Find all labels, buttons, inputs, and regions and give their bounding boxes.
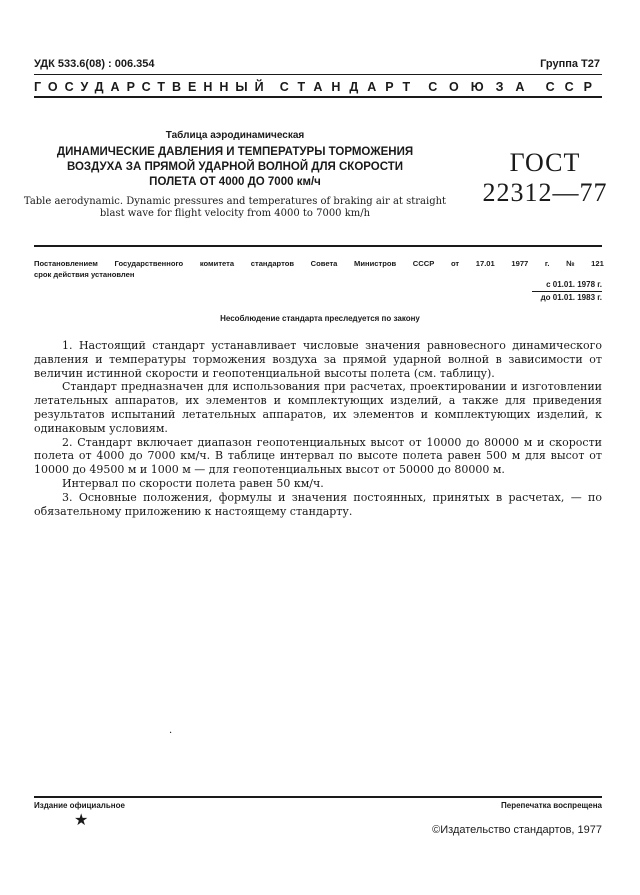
decree-word: комитета — [199, 259, 235, 268]
decree-word: № — [566, 259, 575, 268]
title-line: ВОЗДУХА ЗА ПРЯМОЙ УДАРНОЙ ВОЛНОЙ ДЛЯ СКОРОСТИ — [66, 161, 404, 173]
date-rule — [532, 291, 602, 292]
banner-word: СТАНДАРТ — [279, 80, 420, 94]
decree-word: СССР — [412, 259, 435, 268]
decree-block — [34, 258, 604, 280]
decree-word: стандартов — [250, 259, 295, 268]
title-line: ПОЛЕТА ОТ 4000 ДО 7000 км/ч — [149, 176, 321, 188]
decree-word: 17.01 — [475, 259, 495, 268]
banner-word: СОЮЗА — [428, 80, 537, 94]
header-rule-bottom — [34, 96, 602, 98]
body-text — [34, 339, 602, 518]
banner-word: ГОСУДАРСТВЕННЫЙ — [34, 80, 271, 94]
decree-word: Совета — [310, 259, 338, 268]
legal-notice: Несоблюдение стандарта преследуется по закону — [220, 314, 420, 323]
footer-rule — [34, 796, 602, 798]
body-paragraph: 1. Настоящий стандарт устанавливает числовые значения равновесного динамического давления и температуры торможения воздуха за прямой ударной волной в зависимости от величин истинной скорости и геопотенциальной высоты полета (см. таблицу). — [34, 339, 602, 380]
state-standard-banner — [34, 80, 602, 94]
title-line: ДИНАМИЧЕСКИЕ ДАВЛЕНИЯ И ТЕМПЕРАТУРЫ ТОРМОЖЕНИЯ — [56, 146, 414, 158]
decree-word: Государственного — [114, 259, 184, 268]
decree-word: 121 — [591, 259, 604, 268]
body-paragraph: 3. Основные положения, формулы и значения постоянных, принятых в расчетах, — по обязательному приложению к настоящему стандарту. — [34, 490, 602, 518]
title-rule — [34, 245, 602, 247]
decree-word: г. — [544, 259, 550, 268]
title-english — [0, 196, 470, 220]
validity-dates — [532, 279, 602, 304]
decree-validity-label: срок действия установлен — [34, 270, 135, 279]
udk-code: УДК 533.6(08) : 006.354 — [34, 58, 155, 70]
group-code: Группа Т27 — [540, 58, 600, 70]
official-edition-label: Издание официальное — [34, 801, 125, 810]
gost-name: ГОСТ — [509, 148, 581, 177]
date-to: до 01.01. 1983 г. — [540, 293, 602, 302]
title-block — [0, 130, 470, 220]
gost-number: 22312—77 — [482, 178, 608, 207]
decree-word: Постановлением — [34, 259, 98, 268]
date-from: с 01.01. 1978 г. — [546, 280, 602, 289]
title-english-line: blast wave for flight velocity from 4000 to 7000 km/h — [99, 208, 371, 219]
decree-word: от — [450, 259, 460, 268]
title-english-line: Table aerodynamic. Dynamic pressures and temperatures of braking air at straight — [23, 196, 447, 207]
star-icon: ★ — [74, 810, 89, 829]
title-prefix: Таблица аэродинамическая — [165, 130, 305, 141]
body-paragraph: 2. Стандарт включает диапазон геопотенциальных высот от 10000 до 80000 м и скорости полета от 4000 до 7000 км/ч. В таблице интервал по высоте полета равен 500 м для высот от 10000 до 49500 м и 1000 м — для геопотенциальных высот от 50000 до 80000 м. — [34, 435, 602, 477]
banner-word: ССР — [545, 80, 602, 94]
decree-word: 1977 — [511, 259, 529, 268]
title-main — [0, 145, 470, 190]
reprint-prohibited-label: Перепечатка воспрещена — [501, 801, 602, 810]
copyright-notice: ©Издательство стандартов, 1977 — [432, 824, 602, 836]
decree-line — [34, 258, 604, 269]
header-rule-top — [34, 74, 602, 75]
body-paragraph: Стандарт предназначен для использования при расчетах, проектировании и изготовлении летательных аппаратов, их элементов и комплектующих изделий, а также для приведения результатов испытаний летательных аппаратов, их элементов и комплектующих изделий, к одинаковым условиям. — [34, 380, 602, 435]
gost-designation — [470, 148, 620, 208]
body-paragraph: Интервал по скорости полета равен 50 км/ч. — [62, 476, 324, 490]
decree-word: Министров — [354, 259, 397, 268]
stray-mark: · — [169, 728, 173, 739]
